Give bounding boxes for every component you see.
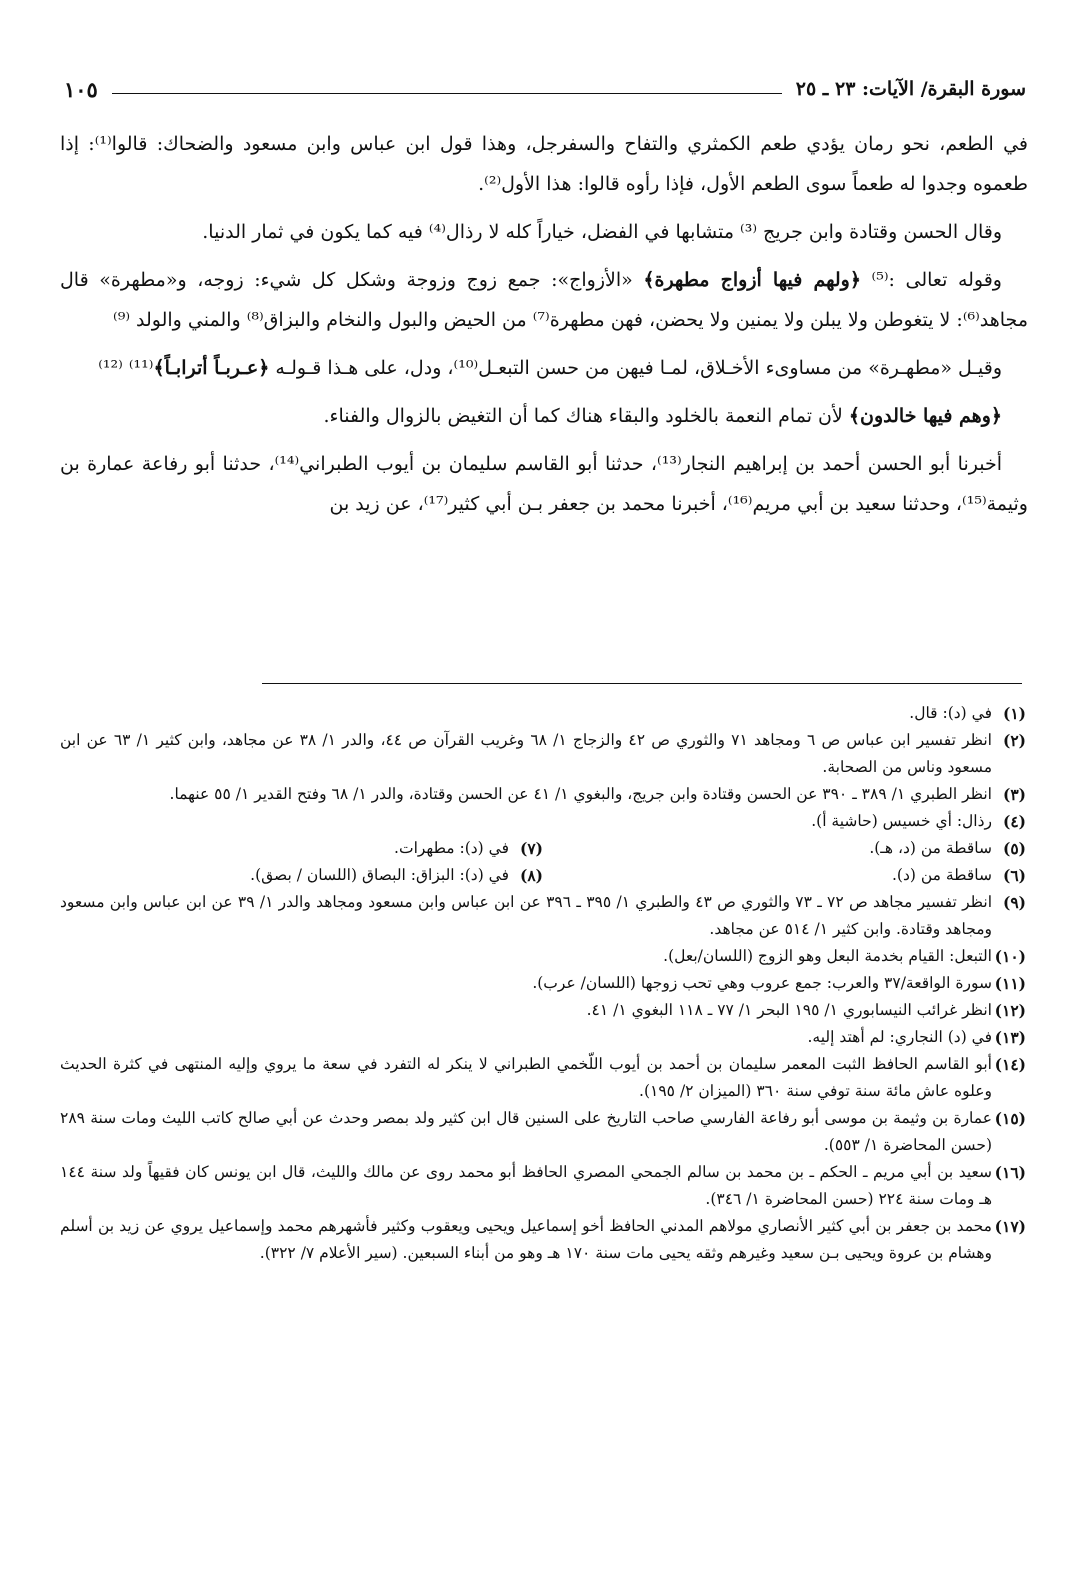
paragraph-4-lead: وقيـل «مطهـرة» من مساوىء الأخـلاق، لمـا فيهن من حسن التبعـل⁽¹⁰⁾، ودل، على هـذا قـولـه bbox=[275, 357, 1002, 379]
footnote bbox=[60, 997, 1026, 1024]
footnote-number: (٣) bbox=[1002, 785, 1026, 804]
running-header bbox=[64, 72, 1026, 106]
page-number: ١٠٥ bbox=[64, 76, 98, 102]
footnote-number: (٨) bbox=[519, 866, 543, 885]
paragraph-3 bbox=[60, 260, 1028, 340]
footnote-text: أبو القاسم الحافظ الثبت المعمر سليمان بن أحمد بن أيوب اللّخمي الطبراني لا ينكر له التفرد في سعة ما يروي وإليه المنتهى في كثرة الحديث وعلوه عاش مائة سنة توفي سنة ٣٦٠ (الميزان ٢/ ١٩٥). bbox=[60, 1055, 992, 1100]
footnote-pair bbox=[60, 835, 1026, 862]
footnote-text: محمد بن جعفر بن أبي كثير الأنصاري مولاهم المدني الحافظ أخو إسماعيل ويحيى ويعقوب وكثير فأشهرهم محمد وإسماعيل يروي عن زيد بن أسلم وهشام بن عروة ويحيى بـن سعيد وغيرهم وثقه يحيى مات سنة ١٧٠ هـ وهو من أبناء السبعين. (سير الأعلام ٧/ ٣٢٢). bbox=[60, 1217, 992, 1262]
footnote bbox=[60, 1051, 1026, 1105]
main-text bbox=[60, 124, 1028, 532]
footnote-number: (١٠) bbox=[994, 947, 1026, 966]
footnote-number: (١٦) bbox=[994, 1163, 1026, 1182]
footnote-number: (١٤) bbox=[994, 1055, 1026, 1074]
footnote bbox=[60, 943, 1026, 970]
footnote-pair bbox=[60, 862, 1026, 889]
footnote-text: في (د): البزاق: البصاق (اللسان / بصق). bbox=[250, 866, 509, 884]
footnote-text: انظر الطبري ١/ ٣٨٩ ـ ٣٩٠ عن الحسن وقتادة وابن جريج، والبغوي ١/ ٤١ عن الحسن وقتادة، والدر ١/ ٦٨ وفتح القدير ١/ ٥٥ عنهما. bbox=[169, 785, 992, 803]
quran-verse: ﴿ولهم فيها أزواج مطهرة﴾ bbox=[643, 269, 861, 291]
footnote-number: (٩) bbox=[1002, 893, 1026, 912]
footnote bbox=[543, 835, 1026, 862]
footnote-number: (١١) bbox=[994, 974, 1026, 993]
footnote-text: انظر تفسير مجاهد ص ٧٢ ـ ٧٣ والثوري ص ٤٣ والطبري ١/ ٣٩٥ ـ ٣٩٦ عن ابن عباس وابن مسعود ومجاهد والدر ١/ ٣٩ عن ابن عباس وابن مسعود ومجاهد وقتادة. وابن كثير ١/ ٥١٤ عن مجاهد. bbox=[60, 893, 993, 938]
footnote-number: (١٧) bbox=[994, 1217, 1026, 1236]
footnote-number: (٦) bbox=[1002, 866, 1026, 885]
footnote-number: (٧) bbox=[519, 839, 543, 858]
footnote-text: في (د): قال. bbox=[909, 704, 992, 722]
footnote bbox=[60, 970, 1026, 997]
footnote-number: (١) bbox=[1002, 704, 1026, 723]
footnote-text: انظر تفسير ابن عباس ص ٦ ومجاهد ٧١ والثوري ص ٤٢ والزجاج ١/ ٦٨ وغريب القرآن ص ٤٤، والدر ١/ ٣٨ عن مجاهد، وابن كثير ١/ ٦٣ عن ابن مسعود وناس من الصحابة. bbox=[60, 731, 992, 776]
paragraph-6: أخبرنا أبو الحسن أحمد بن إبراهيم النجار⁽¹³⁾، حدثنا أبو القاسم سليمان بن أيوب الطبراني⁽¹⁴⁾، حدثنا أبو رفاعة عمارة بن وثيمة⁽¹⁵⁾، وحدثنا سعيد بن أبي مريم⁽¹⁶⁾، أخبرنا محمد بن جعفر بـن أبي كثير⁽¹⁷⁾، عن زيد بن bbox=[60, 453, 1028, 515]
footnote bbox=[60, 889, 1026, 943]
footnote-separator bbox=[262, 683, 1022, 684]
footnote-number: (٥) bbox=[1002, 839, 1026, 858]
footnote bbox=[60, 1105, 1026, 1159]
footnote bbox=[60, 727, 1026, 781]
footnotes bbox=[60, 700, 1026, 1267]
footnote bbox=[60, 835, 543, 862]
footnote-number: (١٥) bbox=[994, 1109, 1026, 1128]
paragraph-5 bbox=[60, 396, 1028, 436]
footnote-text: سورة الواقعة/٣٧ والعرب: جمع عروب وهي تحب زوجها (اللسان/ عرب). bbox=[532, 974, 992, 992]
quran-verse: ﴿وهم فيها خالدون﴾ bbox=[848, 405, 1002, 427]
footnote-text: ساقطة من (د، هـ). bbox=[869, 839, 992, 857]
footnote-number: (١٢) bbox=[994, 1001, 1026, 1020]
footnote-text: سعيد بن أبي مريم ـ الحكم ـ بن محمد بن سالم الجمحي المصري الحافظ أبو محمد روى عن مالك والليث، قال ابن يونس كان فقيهاً ولد سنة ١٤٤ هـ ومات سنة ٢٢٤ (حسن المحاضرة ١/ ٣٤٦). bbox=[60, 1163, 992, 1208]
footnote bbox=[60, 1024, 1026, 1051]
paragraph-1: في الطعم، نحو رمان يؤدي طعم الكمثري والتفاح والسفرجل، وهذا قول ابن عباس وابن مسعود والضحاك: قالوا⁽¹⁾: إذا طعموه وجدوا له طعماً سوى الطعم الأول، فإذا رأوه قالوا: هذا الأول⁽²⁾. bbox=[60, 133, 1028, 195]
paragraph-3-lead: وقوله تعالى :⁽⁵⁾ bbox=[871, 269, 1002, 291]
surah-title: سورة البقرة/ الآيات: ٢٣ ـ ٢٥ bbox=[795, 78, 1026, 100]
footnote-number: (٢) bbox=[1002, 731, 1026, 750]
paragraph-4-rest: ⁽¹¹⁾ ⁽¹²⁾ bbox=[98, 357, 154, 379]
footnote bbox=[60, 862, 543, 889]
footnote bbox=[60, 808, 1026, 835]
paragraph-2: وقال الحسن وقتادة وابن جريج ⁽³⁾ متشابها في الفضل، خياراً كله لا رذال⁽⁴⁾ فيه كما يكون في ثمار الدنيا. bbox=[202, 221, 1002, 243]
footnote-text: انظر غرائب النيسابوري ١/ ١٩٥ البحر ١/ ٧٧ ـ ١١٨ البغوي ١/ ٤١. bbox=[586, 1001, 992, 1019]
footnote bbox=[60, 781, 1026, 808]
footnote-text: التبعل: القيام بخدمة البعل وهو الزوج (اللسان/بعل). bbox=[663, 947, 992, 965]
quran-verse: ﴿عـربـاً أترابـاً﴾ bbox=[153, 357, 270, 379]
footnote-text: رذال: أي خسيس (حاشية أ). bbox=[811, 812, 992, 830]
footnote-number: (٤) bbox=[1002, 812, 1026, 831]
header-rule bbox=[112, 93, 782, 94]
footnote-text: ساقطة من (د). bbox=[891, 866, 992, 884]
paragraph-5-rest: لأن تمام النعمة بالخلود والبقاء هناك كما أن التغيض بالزوال والفناء. bbox=[323, 405, 843, 427]
footnote-text: في (د): مطهرات. bbox=[394, 839, 509, 857]
footnote-text: في (د) النجاري: لم أهتد إليه. bbox=[807, 1028, 992, 1046]
footnote bbox=[60, 1213, 1026, 1267]
paragraph-4 bbox=[60, 348, 1028, 388]
paragraph-3-rest: «الأزواج»: جمع زوج وزوجة وشكل كل شيء: زوجه، و«مطهرة» قال مجاهد⁽⁶⁾: لا يتغوطن ولا يبلن ولا يمنين ولا يحضن، فهن مطهرة⁽⁷⁾ من الحيض والبول والنخام والبزاق⁽⁸⁾ والمني والولد ⁽⁹⁾ bbox=[60, 269, 1028, 331]
footnote-text: عمارة بن وثيمة بن موسى أبو رفاعة الفارسي صاحب التاريخ على السنين قال ابن كثير ولد بمصر وحدث عن أبي صالح كاتب الليث ومات سنة ٢٨٩ (حسن المحاضرة ١/ ٥٥٣). bbox=[60, 1109, 992, 1154]
footnote bbox=[60, 1159, 1026, 1213]
footnote-number: (١٣) bbox=[994, 1028, 1026, 1047]
footnote bbox=[60, 700, 1026, 727]
footnote bbox=[543, 862, 1026, 889]
